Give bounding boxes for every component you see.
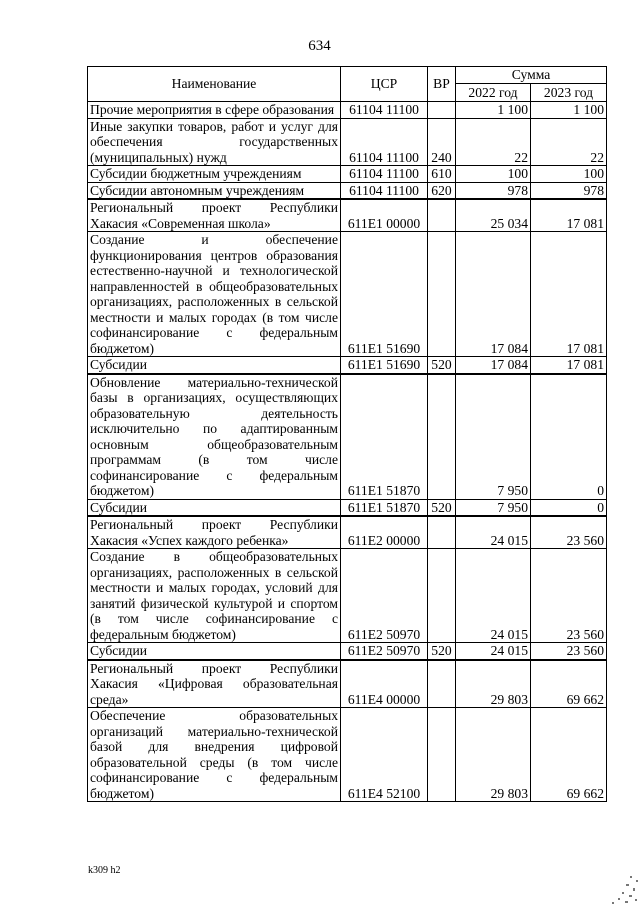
row-sum-2022: 7 950	[456, 499, 531, 516]
row-name: Региональный проект Республики Хакасия «Современная школа»	[88, 199, 341, 232]
row-csr: 611E1 51690	[341, 232, 428, 357]
row-sum-2023: 100	[531, 166, 607, 183]
row-csr: 611E1 00000	[341, 199, 428, 232]
row-name: Субсидии бюджетным учреждениям	[88, 166, 341, 183]
row-vr: 520	[428, 499, 456, 516]
row-vr	[428, 232, 456, 357]
row-csr: 61104 11100	[341, 166, 428, 183]
row-sum-2023: 23 560	[531, 516, 607, 549]
row-csr: 611E2 50970	[341, 549, 428, 643]
row-name: Создание и обеспечение функционирования центров образования естественно-научной и технологической направленностей в общеобразовательных организациях, расположенных в сельской местности и малых городах (в том числе софинансирование с федеральным бюджетом)	[88, 232, 341, 357]
row-sum-2023: 1 100	[531, 102, 607, 119]
row-vr: 240	[428, 118, 456, 166]
row-vr	[428, 549, 456, 643]
row-sum-2022: 978	[456, 182, 531, 199]
row-csr: 611E2 00000	[341, 516, 428, 549]
footer-code: k309 h2	[88, 865, 121, 876]
table-row	[88, 643, 607, 660]
row-sum-2023: 23 560	[531, 549, 607, 643]
row-name: Субсидии	[88, 643, 341, 660]
row-vr	[428, 660, 456, 708]
row-name: Создание в общеобразовательных организациях, расположенных в сельской местности и малых городах, условий для занятий физической культурой и спортом (в том числе софинансирование с федеральным бюджетом)	[88, 549, 341, 643]
row-sum-2022: 29 803	[456, 660, 531, 708]
row-name: Региональный проект Республики Хакасия «Цифровая образовательная среда»	[88, 660, 341, 708]
row-name: Прочие мероприятия в сфере образования	[88, 102, 341, 119]
row-csr: 61104 11100	[341, 182, 428, 199]
row-vr	[428, 102, 456, 119]
row-sum-2023: 17 081	[531, 357, 607, 374]
table-row	[88, 374, 607, 500]
table-row	[88, 166, 607, 183]
row-csr: 611E1 51870	[341, 499, 428, 516]
row-name: Региональный проект Республики Хакасия «Успех каждого ребенка»	[88, 516, 341, 549]
table-row	[88, 357, 607, 374]
row-name: Обновление материально-технической базы в организациях, осуществляющих образовательную деятельность исключительно по адаптированным основным общеобразовательным программам (в том числе софинансирование с федеральным бюджетом)	[88, 374, 341, 500]
row-sum-2023: 0	[531, 499, 607, 516]
row-vr	[428, 516, 456, 549]
page-number: 634	[308, 38, 331, 54]
table-row	[88, 102, 607, 119]
row-sum-2023: 978	[531, 182, 607, 199]
row-csr: 61104 11100	[341, 102, 428, 119]
table-row	[88, 118, 607, 166]
row-csr: 611E4 52100	[341, 708, 428, 802]
table-row	[88, 499, 607, 516]
table-row	[88, 660, 607, 708]
table-row	[88, 232, 607, 357]
row-sum-2022: 17 084	[456, 357, 531, 374]
row-sum-2022: 17 084	[456, 232, 531, 357]
scan-noise-mark	[600, 866, 639, 905]
row-sum-2023: 17 081	[531, 232, 607, 357]
row-sum-2023: 69 662	[531, 708, 607, 802]
row-vr	[428, 708, 456, 802]
table-row	[88, 516, 607, 549]
row-csr: 611E4 00000	[341, 660, 428, 708]
header-year-2022: 2022 год	[456, 83, 531, 101]
row-vr	[428, 199, 456, 232]
row-vr: 610	[428, 166, 456, 183]
row-sum-2022: 22	[456, 118, 531, 166]
row-sum-2023: 17 081	[531, 199, 607, 232]
row-name: Субсидии автономным учреждениям	[88, 182, 341, 199]
header-year-2023: 2023 год	[531, 83, 607, 101]
header-name: Наименование	[88, 67, 341, 102]
row-sum-2023: 22	[531, 118, 607, 166]
row-name: Субсидии	[88, 357, 341, 374]
row-sum-2022: 24 015	[456, 549, 531, 643]
table-row	[88, 708, 607, 802]
header-sum: Сумма	[456, 67, 607, 84]
row-sum-2022: 29 803	[456, 708, 531, 802]
row-sum-2023: 23 560	[531, 643, 607, 660]
row-csr: 611E2 50970	[341, 643, 428, 660]
row-sum-2022: 100	[456, 166, 531, 183]
row-vr	[428, 374, 456, 500]
row-sum-2023: 69 662	[531, 660, 607, 708]
row-csr: 61104 11100	[341, 118, 428, 166]
row-sum-2023: 0	[531, 374, 607, 500]
budget-table	[87, 66, 607, 802]
row-sum-2022: 25 034	[456, 199, 531, 232]
table-row	[88, 199, 607, 232]
row-vr: 520	[428, 357, 456, 374]
row-sum-2022: 24 015	[456, 643, 531, 660]
table-row	[88, 182, 607, 199]
row-vr: 520	[428, 643, 456, 660]
row-sum-2022: 24 015	[456, 516, 531, 549]
row-csr: 611E1 51690	[341, 357, 428, 374]
row-csr: 611E1 51870	[341, 374, 428, 500]
row-sum-2022: 1 100	[456, 102, 531, 119]
row-vr: 620	[428, 182, 456, 199]
row-name: Иные закупки товаров, работ и услуг для обеспечения государственных (муниципальных) нужд	[88, 118, 341, 166]
row-name: Субсидии	[88, 499, 341, 516]
header-csr: ЦСР	[341, 67, 428, 102]
row-sum-2022: 7 950	[456, 374, 531, 500]
table-row	[88, 549, 607, 643]
header-vr: ВР	[428, 67, 456, 102]
row-name: Обеспечение образовательных организаций материально-технической базой для внедрения цифровой образовательной среды (в том числе софинансирование с федеральным бюджетом)	[88, 708, 341, 802]
